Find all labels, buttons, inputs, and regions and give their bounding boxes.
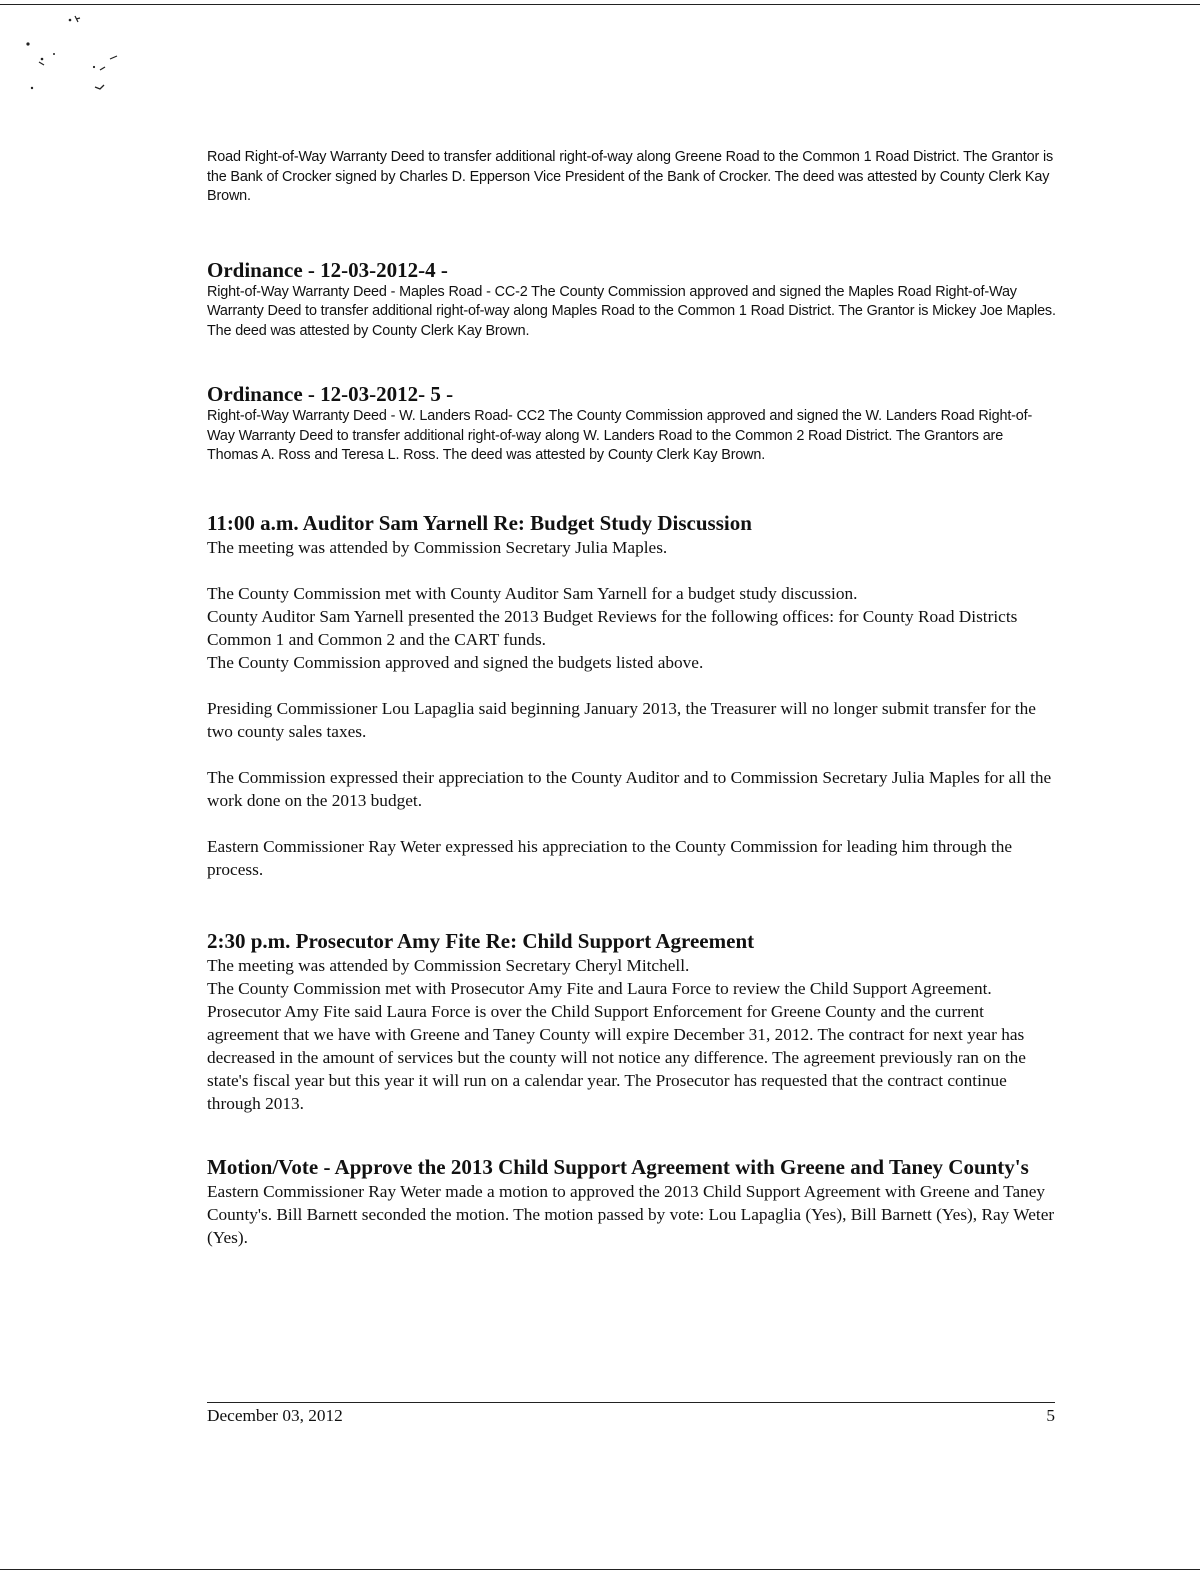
auditor-p2: Presiding Commissioner Lou Lapaglia said beginning January 2013, the Treasurer will no longer submit transfer for the two county sales taxes. xyxy=(207,698,1036,741)
ordinance-4-body: Right-of-Way Warranty Deed - Maples Road - CC-2 The County Commission approved and signed the Maples Road Right-of-Way Warranty Deed to transfer additional right-of-way along Maples Road to the Common 1 Road District. The Grantor is Mickey Joe Maples. The deed was attested by County Clerk Kay Brown. xyxy=(207,283,1056,339)
prosecutor-line3: Prosecutor Amy Fite said Laura Force is over the Child Support Enforcement for Greene County and the current agreement that we have with Greene and Taney County will expire December 31, 2012. The contract for next year has decreased in the amount of services but the county will not notice any difference. The agreement previously ran on the state's fiscal year but this year it will run on a calendar year. The Prosecutor has requested that the contract continue through 2013. xyxy=(207,1001,1026,1113)
auditor-p1-line3: The County Commission approved and signed the budgets listed above. xyxy=(207,652,704,672)
motion-body: Eastern Commissioner Ray Weter made a motion to approved the 2013 Child Support Agreement with Greene and Taney County's. Bill Barnett seconded the motion. The motion passed by vote: Lou Lapaglia (Yes), Bill Barnett (Yes), Ray Weter (Yes). xyxy=(207,1181,1055,1247)
auditor-p1-line2: County Auditor Sam Yarnell presented the 2013 Budget Reviews for the following offices: for County Road Districts Common 1 and Common 2 and the CART funds. xyxy=(207,606,1018,649)
intro-paragraph: Road Right-of-Way Warranty Deed to transfer additional right-of-way along Greene Road to the Common 1 Road District. The Grantor is the Bank of Crocker signed by Charles D. Epperson Vice President of the Bank of Crocker. The deed was attested by County Clerk Kay Brown. xyxy=(207,149,1054,204)
top-scan-rule xyxy=(0,4,1200,5)
bottom-scan-rule xyxy=(0,1569,1200,1570)
document-page xyxy=(207,148,1057,1249)
scan-speckles xyxy=(20,12,140,102)
footer-date: December 03, 2012 xyxy=(207,1406,343,1425)
prosecutor-line2: The County Commission met with Prosecutor Amy Fite and Laura Force to review the Child Support Agreement. xyxy=(207,978,992,998)
auditor-p3: The Commission expressed their appreciation to the County Auditor and to Commission Secretary Julia Maples for all the work done on the 2013 budget. xyxy=(207,767,1052,810)
page-number: 5 xyxy=(1046,1406,1055,1425)
auditor-heading: 11:00 a.m. Auditor Sam Yarnell Re: Budget Study Discussion xyxy=(207,510,752,535)
motion-heading: Motion/Vote - Approve the 2013 Child Support Agreement with Greene and Taney County's xyxy=(207,1154,1029,1179)
auditor-attended: The meeting was attended by Commission Secretary Julia Maples. xyxy=(207,537,668,557)
ordinance-5-heading: Ordinance - 12-03-2012- 5 - xyxy=(207,382,454,406)
auditor-p4: Eastern Commissioner Ray Weter expressed his appreciation to the County Commission for leading him through the process. xyxy=(207,836,1013,879)
prosecutor-attended: The meeting was attended by Commission Secretary Cheryl Mitchell. xyxy=(207,955,690,975)
ordinance-5-body: Right-of-Way Warranty Deed - W. Landers Road- CC2 The County Commission approved and signed the W. Landers Road Right-of-Way Warranty Deed to transfer additional right-of-way along W. Landers Road to the Common 2 Road District. The Grantors are Thomas A. Ross and Teresa L. Ross. The deed was attested by County Clerk Kay Brown. xyxy=(207,408,1033,463)
auditor-p1-line1: The County Commission met with County Auditor Sam Yarnell for a budget study discussion. xyxy=(207,583,858,603)
ordinance-4-heading: Ordinance - 12-03-2012-4 - xyxy=(207,257,448,282)
page-footer xyxy=(207,1402,1055,1427)
prosecutor-heading: 2:30 p.m. Prosecutor Amy Fite Re: Child Support Agreement xyxy=(207,928,755,953)
